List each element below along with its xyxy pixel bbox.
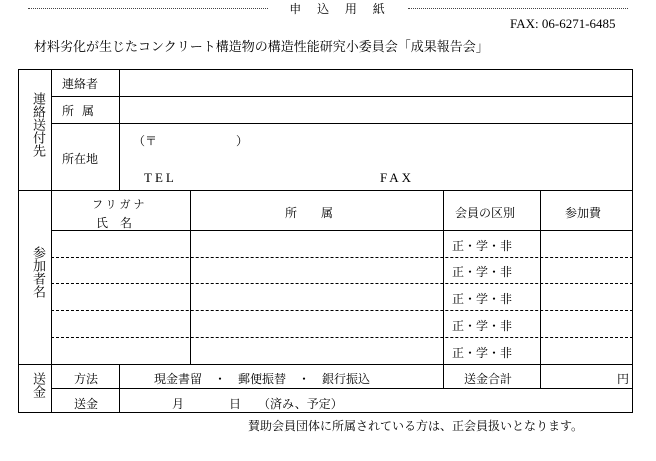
participant-3-affiliation-field[interactable] bbox=[191, 284, 442, 310]
participant-2-affiliation-field[interactable] bbox=[191, 258, 442, 283]
member-type-header: 会員の区別 bbox=[455, 206, 516, 220]
participant-1-affiliation-field[interactable] bbox=[191, 231, 442, 257]
event-title: 材料劣化が生じたコンクリート構造物の構造性能研究小委員会「成果報告会」 bbox=[34, 40, 489, 55]
form-title: 申 込 用 紙 bbox=[289, 2, 391, 16]
participant-4-affiliation-field[interactable] bbox=[191, 311, 442, 337]
participant-3-name-field[interactable] bbox=[52, 284, 189, 310]
participant-1-name-field[interactable] bbox=[52, 231, 189, 257]
address-field[interactable] bbox=[120, 146, 632, 166]
tel-field[interactable] bbox=[185, 168, 375, 188]
participant-2-fee-field[interactable] bbox=[541, 258, 632, 283]
payment-method-options[interactable]: 現金書留 ・ 郵便振替 ・ 銀行振込 bbox=[154, 372, 371, 386]
divider-affiliation-address bbox=[51, 123, 633, 124]
fax-field[interactable] bbox=[425, 168, 630, 188]
top-rule-left bbox=[28, 8, 268, 9]
participant-5-fee-field[interactable] bbox=[541, 338, 632, 364]
payment-label-column-line bbox=[119, 364, 120, 413]
fax-number: FAX: 06-6271-6485 bbox=[510, 16, 616, 31]
payment-method-label: 方法 bbox=[74, 372, 99, 386]
payment-month-field[interactable] bbox=[130, 389, 170, 412]
fax-label: FAX bbox=[380, 170, 415, 185]
participant-5-member-type[interactable]: 正・学・非 bbox=[452, 346, 513, 360]
name-header: 氏 名 bbox=[96, 216, 133, 230]
participant-4-member-type[interactable]: 正・学・非 bbox=[452, 319, 513, 333]
furigana-header: フリガナ bbox=[92, 198, 148, 211]
affiliation-column-line bbox=[443, 190, 444, 364]
postal-code-suffix: ） bbox=[236, 134, 249, 148]
postal-code-field[interactable] bbox=[160, 128, 230, 146]
address-label: 所在地 bbox=[62, 152, 99, 166]
tel-label: TEL bbox=[144, 170, 177, 185]
participant-1-member-type[interactable]: 正・学・非 bbox=[452, 239, 513, 253]
participants-section-label: 参加者名 bbox=[30, 246, 45, 298]
participant-3-fee-field[interactable] bbox=[541, 284, 632, 310]
payment-date-label: 送金 bbox=[74, 397, 99, 411]
participant-2-member-type[interactable]: 正・学・非 bbox=[452, 265, 513, 279]
participant-1-fee-field[interactable] bbox=[541, 231, 632, 257]
participant-2-name-field[interactable] bbox=[52, 258, 189, 283]
top-rule-right bbox=[408, 8, 628, 9]
fee-header: 参加費 bbox=[565, 206, 602, 220]
contact-person-field[interactable] bbox=[120, 70, 632, 96]
postal-code-prefix: （〒 bbox=[133, 134, 158, 148]
payment-total-column-line bbox=[443, 364, 444, 388]
participant-5-name-field[interactable] bbox=[52, 338, 189, 364]
payment-status[interactable]: （済み、予定） bbox=[258, 397, 343, 411]
day-unit: 日 bbox=[229, 397, 242, 411]
month-unit: 月 bbox=[172, 397, 185, 411]
payment-total-label: 送金合計 bbox=[464, 372, 513, 386]
yen-unit: 円 bbox=[617, 372, 630, 386]
contact-section-label: 連絡送付先 bbox=[30, 92, 45, 157]
payment-day-field[interactable] bbox=[188, 389, 228, 412]
contact-person-label: 連絡者 bbox=[62, 77, 99, 91]
participant-affiliation-header: 所 属 bbox=[285, 206, 334, 220]
affiliation-label: 所属 bbox=[62, 104, 103, 118]
participant-4-name-field[interactable] bbox=[52, 311, 189, 337]
payment-section-label: 送金 bbox=[30, 372, 45, 398]
participant-3-member-type[interactable]: 正・学・非 bbox=[452, 292, 513, 306]
participant-5-affiliation-field[interactable] bbox=[191, 338, 442, 364]
footer-note: 賛助会員団体に所属されている方は、正会員扱いとなります。 bbox=[248, 419, 584, 433]
payment-total-field[interactable] bbox=[541, 365, 616, 388]
affiliation-field[interactable] bbox=[120, 97, 632, 123]
participant-4-fee-field[interactable] bbox=[541, 311, 632, 337]
